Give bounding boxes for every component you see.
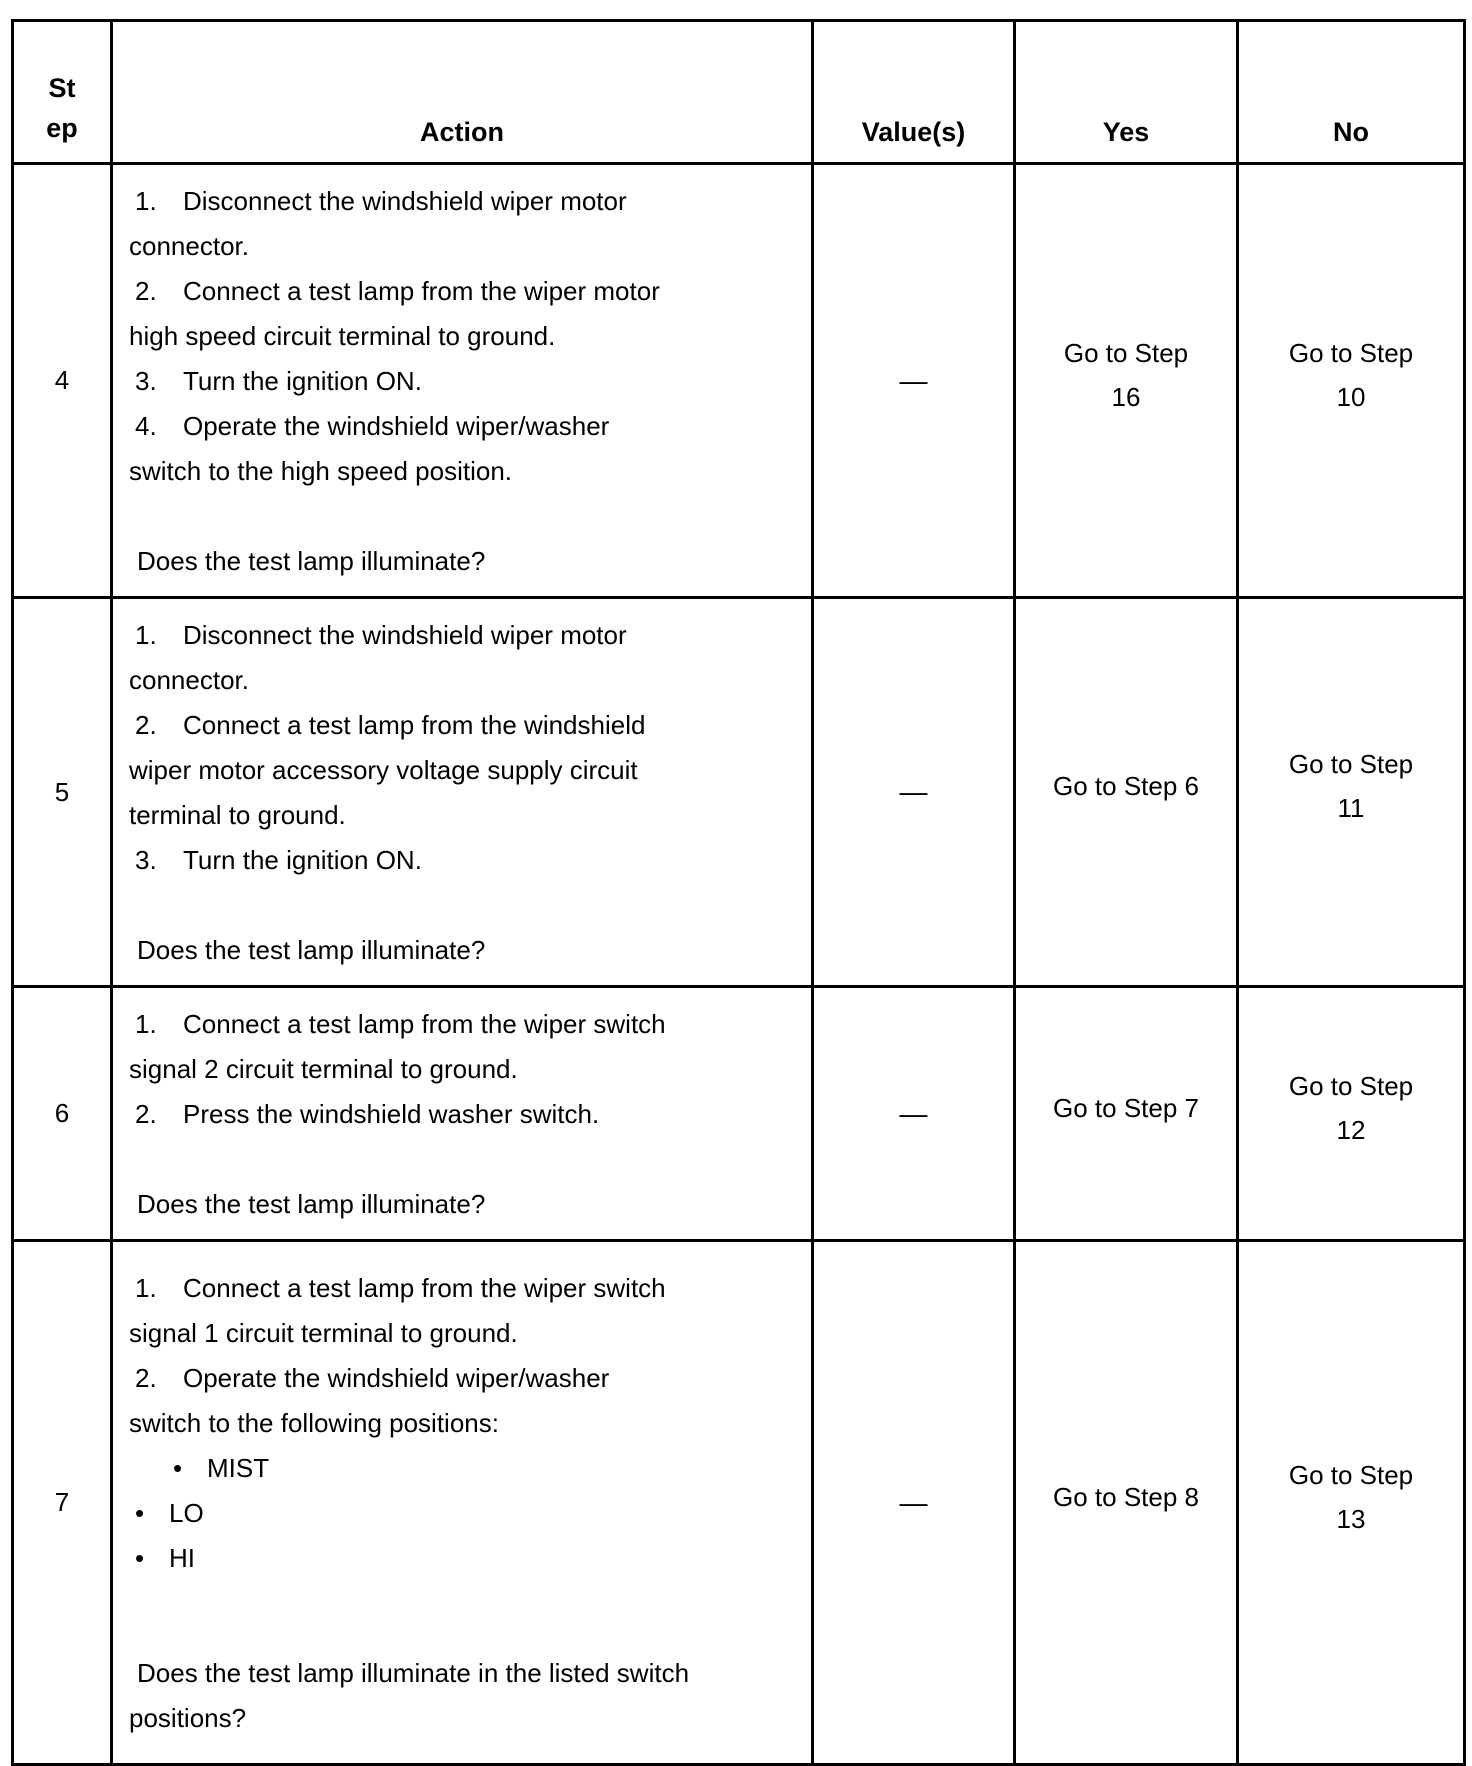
action-question: Does the test lamp illuminate in the listed switch <box>137 1658 690 1688</box>
action-question: Does the test lamp illuminate? <box>137 935 486 965</box>
value-cell: — <box>813 598 1015 987</box>
header-action: Action <box>112 21 813 164</box>
action-line: 1. Disconnect the windshield wiper motor <box>135 186 627 216</box>
yes-cell: Go to Step 6 <box>1015 598 1238 987</box>
action-line: 4. Operate the windshield wiper/washer <box>135 411 610 441</box>
step-number: 5 <box>13 598 112 987</box>
bullet-item-mist: • MIST <box>173 1453 270 1483</box>
table-row-step-4 <box>13 164 1465 598</box>
yes-cell: Go to Step 8 <box>1015 1241 1238 1765</box>
action-line: 2. Press the windshield washer switch. <box>135 1099 600 1129</box>
header-yes: Yes <box>1015 21 1238 164</box>
action-question: Does the test lamp illuminate? <box>137 546 486 576</box>
table-row-step-6 <box>13 987 1465 1241</box>
action-cell <box>112 987 813 1241</box>
table-row-step-7 <box>13 1241 1465 1765</box>
table-row-step-5 <box>13 598 1465 987</box>
step-number: 7 <box>13 1241 112 1765</box>
no-cell: Go to Step 12 <box>1238 987 1465 1241</box>
header-no: No <box>1238 21 1465 164</box>
no-cell: Go to Step 10 <box>1238 164 1465 598</box>
header-step <box>13 21 112 164</box>
action-line: 2. Operate the windshield wiper/washer <box>135 1363 610 1393</box>
action-cell <box>112 164 813 598</box>
yes-cell: Go to Step 16 <box>1015 164 1238 598</box>
action-line: 2. Connect a test lamp from the windshield <box>135 710 646 740</box>
diagnostic-table <box>11 19 1466 1766</box>
step-number: 6 <box>13 987 112 1241</box>
step-number: 4 <box>13 164 112 598</box>
action-cell <box>112 1241 813 1765</box>
header-values: Value(s) <box>813 21 1015 164</box>
action-line: 1. Disconnect the windshield wiper motor <box>135 620 627 650</box>
action-line: 2. Connect a test lamp from the wiper motor <box>135 276 660 306</box>
no-cell: Go to Step 11 <box>1238 598 1465 987</box>
action-line: switch to the high speed position. <box>129 456 513 486</box>
bullet-item-hi: • HI <box>135 1543 195 1573</box>
action-question: Does the test lamp illuminate? <box>137 1189 486 1219</box>
action-line: 1. Connect a test lamp from the wiper switch <box>135 1009 666 1039</box>
action-line: 1. Connect a test lamp from the wiper switch <box>135 1273 666 1303</box>
action-line: connector. <box>129 665 249 695</box>
action-line: switch to the following positions: <box>129 1408 499 1438</box>
action-line: high speed circuit terminal to ground. <box>129 321 556 351</box>
action-line: wiper motor accessory voltage supply circuit <box>129 755 638 785</box>
no-cell: Go to Step 13 <box>1238 1241 1465 1765</box>
action-line: terminal to ground. <box>129 800 346 830</box>
action-line: 3. Turn the ignition ON. <box>135 366 422 396</box>
header-row <box>13 21 1465 164</box>
value-cell: — <box>813 987 1015 1241</box>
action-line: signal 1 circuit terminal to ground. <box>129 1318 518 1348</box>
action-line: signal 2 circuit terminal to ground. <box>129 1054 518 1084</box>
bullet-item-lo: • LO <box>135 1498 204 1528</box>
action-line: connector. <box>129 231 249 261</box>
action-line: 3. Turn the ignition ON. <box>135 845 422 875</box>
value-cell: — <box>813 1241 1015 1765</box>
header-step-line1: St <box>48 73 76 103</box>
value-cell: — <box>813 164 1015 598</box>
action-question-cont: positions? <box>129 1703 247 1733</box>
action-cell <box>112 598 813 987</box>
header-step-line2: ep <box>46 113 78 143</box>
yes-cell: Go to Step 7 <box>1015 987 1238 1241</box>
